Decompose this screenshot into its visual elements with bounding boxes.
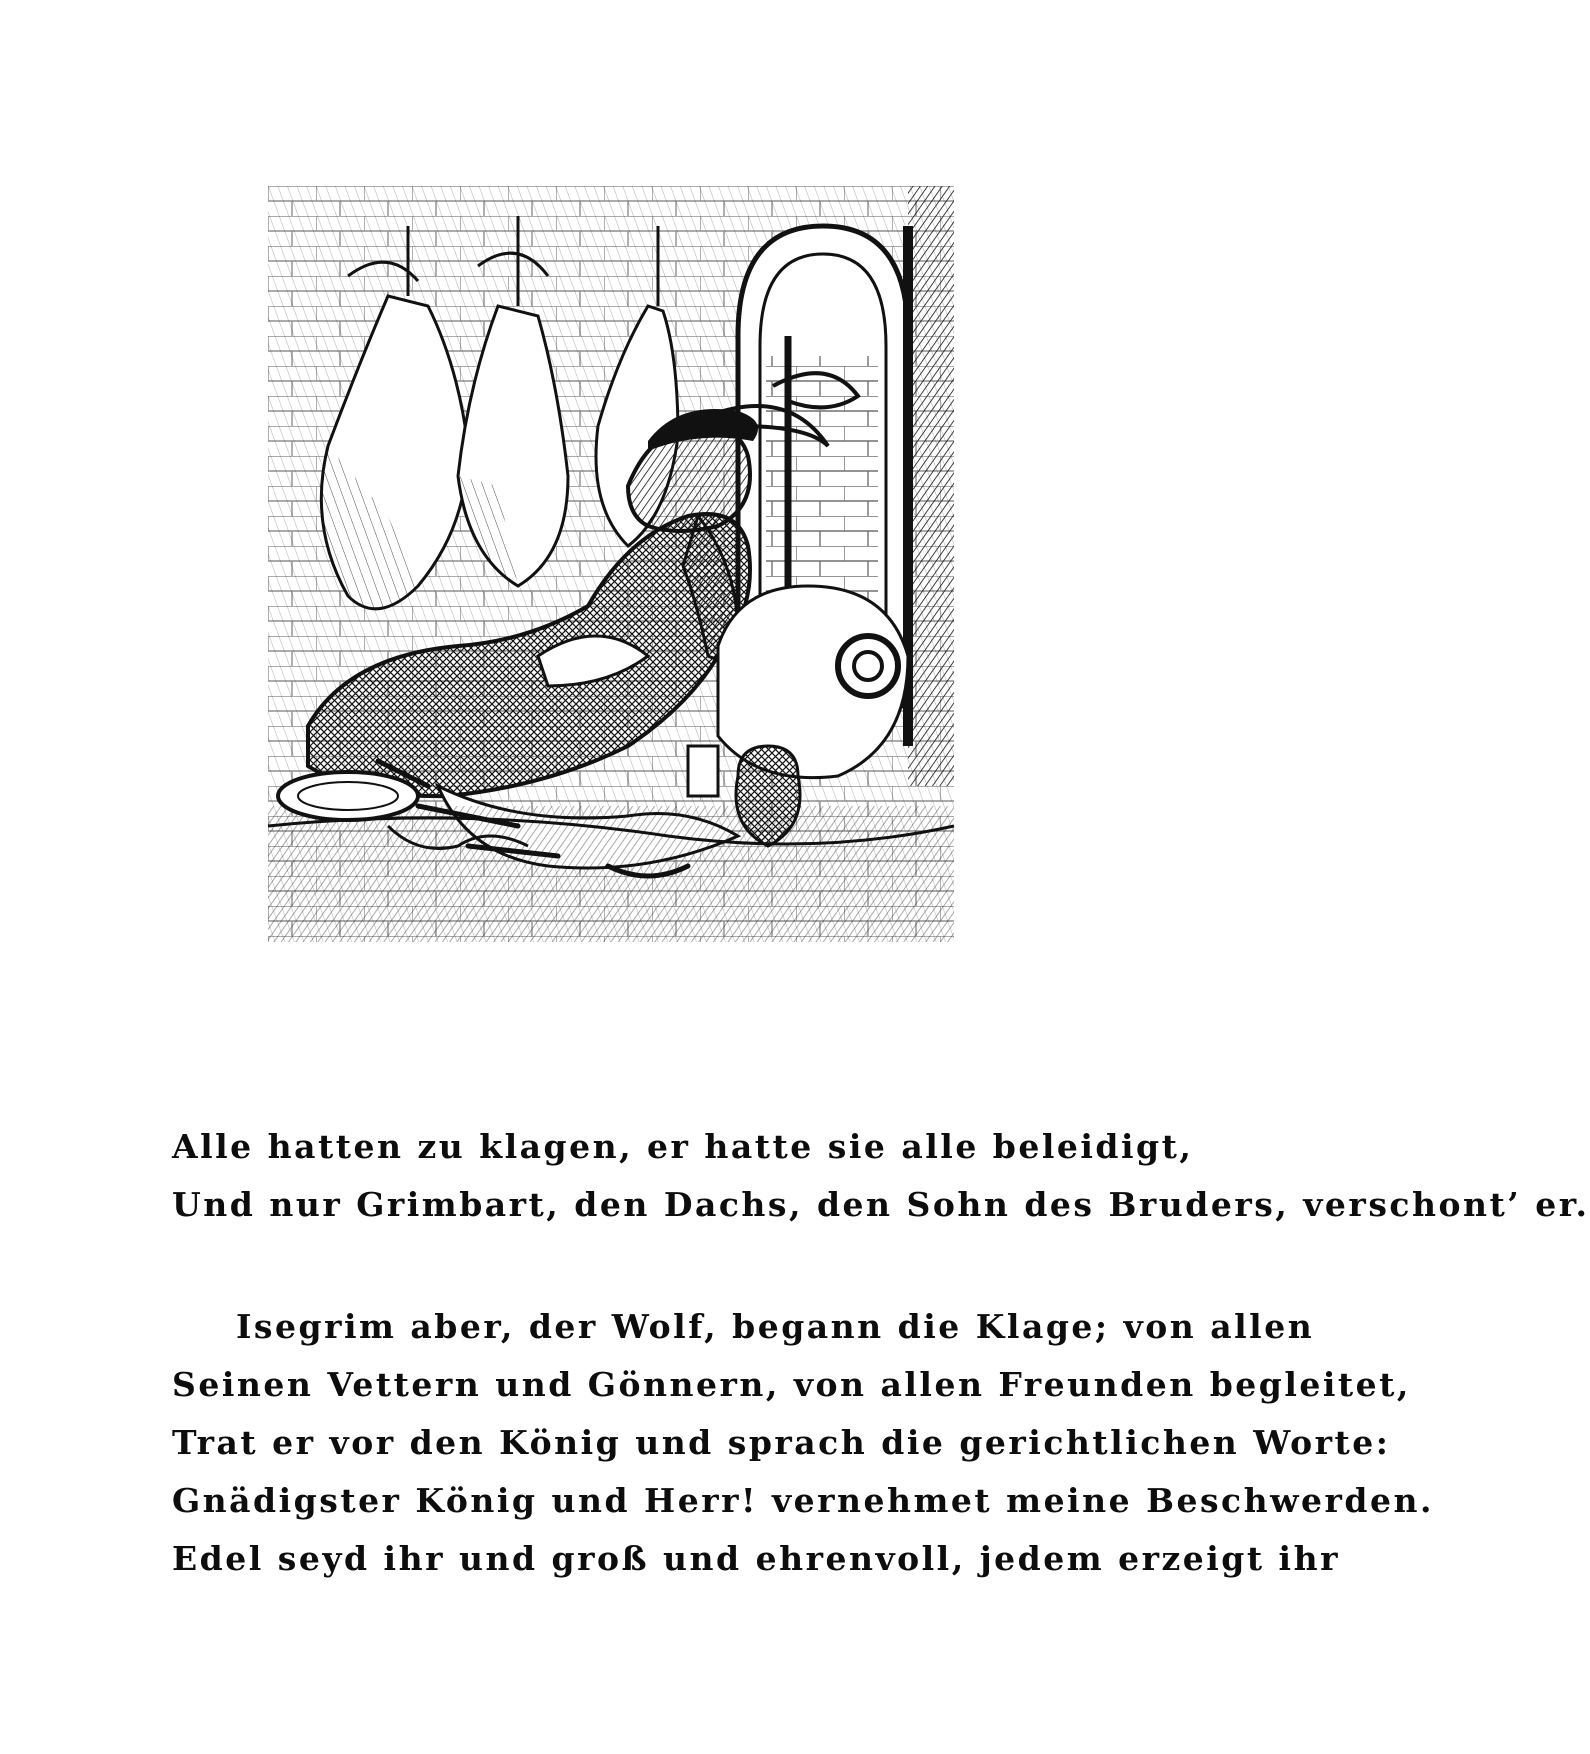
verse-line: Trat er vor den König und sprach die gerichtlichen Worte: bbox=[172, 1423, 1391, 1462]
verse-stanza-1 bbox=[172, 1118, 1590, 1234]
verse-line: Edel seyd ihr und groß und ehrenvoll, jedem erzeigt ihr bbox=[172, 1539, 1340, 1578]
verse-line: Und nur Grimbart, den Dachs, den Sohn des Bruders, verschont’ er. bbox=[172, 1185, 1590, 1224]
engraving-wolf-reclining-in-larder-icon bbox=[268, 186, 954, 942]
verse-stanza-2 bbox=[172, 1298, 1434, 1588]
verse-line: Alle hatten zu klagen, er hatte sie alle beleidigt, bbox=[172, 1127, 1194, 1166]
verse-line: Seinen Vettern und Gönnern, von allen Freunden begleitet, bbox=[172, 1365, 1411, 1404]
engraving-illustration bbox=[268, 186, 954, 942]
verse-line: Isegrim aber, der Wolf, begann die Klage; von allen bbox=[236, 1307, 1315, 1346]
verse-line: Gnädigster König und Herr! vernehmet meine Beschwerden. bbox=[172, 1481, 1434, 1520]
